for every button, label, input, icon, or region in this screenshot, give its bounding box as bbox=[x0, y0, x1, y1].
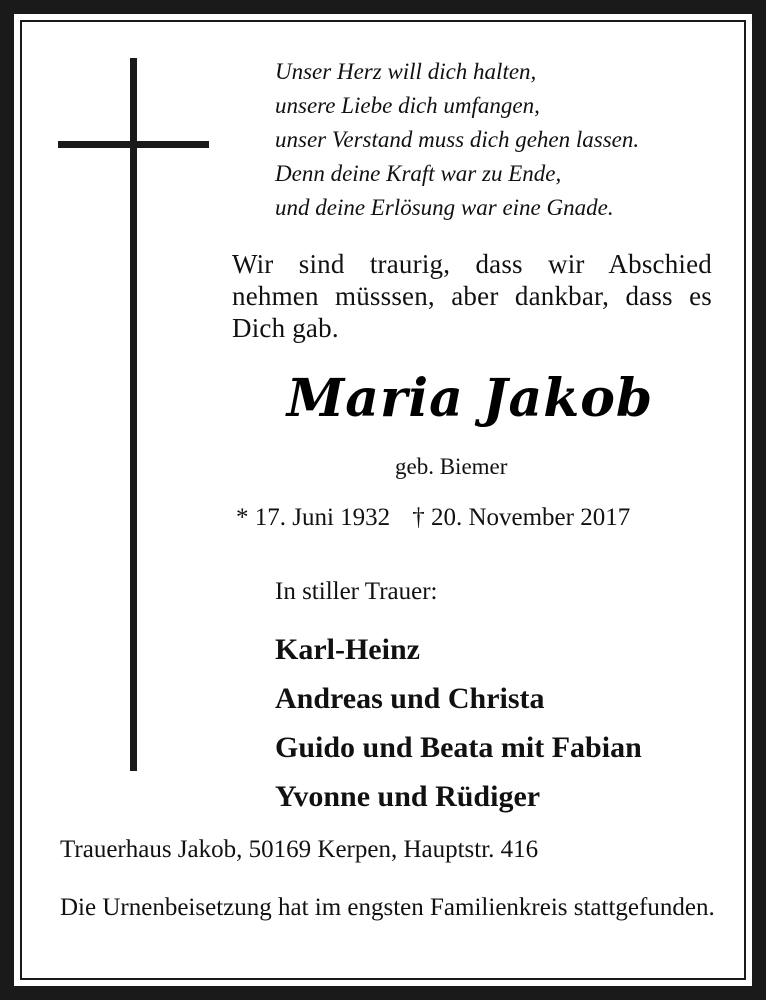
poem-line: unsere Liebe dich umfangen, bbox=[275, 93, 540, 118]
mourning-house-address: Trauerhaus Jakob, 50169 Kerpen, Hauptstr. 416 bbox=[60, 836, 539, 863]
death-date: † 20. November 2017 bbox=[412, 504, 631, 531]
deceased-name: Maria Jakob bbox=[286, 368, 654, 429]
poem bbox=[275, 55, 735, 225]
family-list bbox=[275, 625, 642, 821]
cross-horizontal-beam bbox=[58, 141, 209, 148]
mourning-label: In stiller Trauer: bbox=[275, 578, 438, 605]
intro-text: Wir sind traurig, dass wir Abschied nehmen müsssen, aber dankbar, dass es Dich gab. bbox=[232, 249, 712, 343]
birth-name: geb. Biemer bbox=[395, 454, 508, 479]
life-dates bbox=[236, 502, 630, 534]
burial-note: Die Urnenbeisetzung hat im engsten Familienkreis stattgefunden. bbox=[60, 894, 715, 921]
poem-line: und deine Erlösung war eine Gnade. bbox=[275, 195, 614, 220]
birth-date: * 17. Juni 1932 bbox=[236, 504, 391, 531]
family-member: Yvonne und Rüdiger bbox=[275, 780, 541, 813]
poem-line: Denn deine Kraft war zu Ende, bbox=[275, 161, 562, 186]
cross-vertical-beam bbox=[130, 58, 137, 771]
family-member: Guido und Beata mit Fabian bbox=[275, 731, 642, 764]
family-member: Andreas und Christa bbox=[275, 682, 545, 715]
poem-line: unser Verstand muss dich gehen lassen. bbox=[275, 127, 640, 152]
poem-line: Unser Herz will dich halten, bbox=[275, 59, 537, 84]
family-member: Karl-Heinz bbox=[275, 633, 420, 666]
